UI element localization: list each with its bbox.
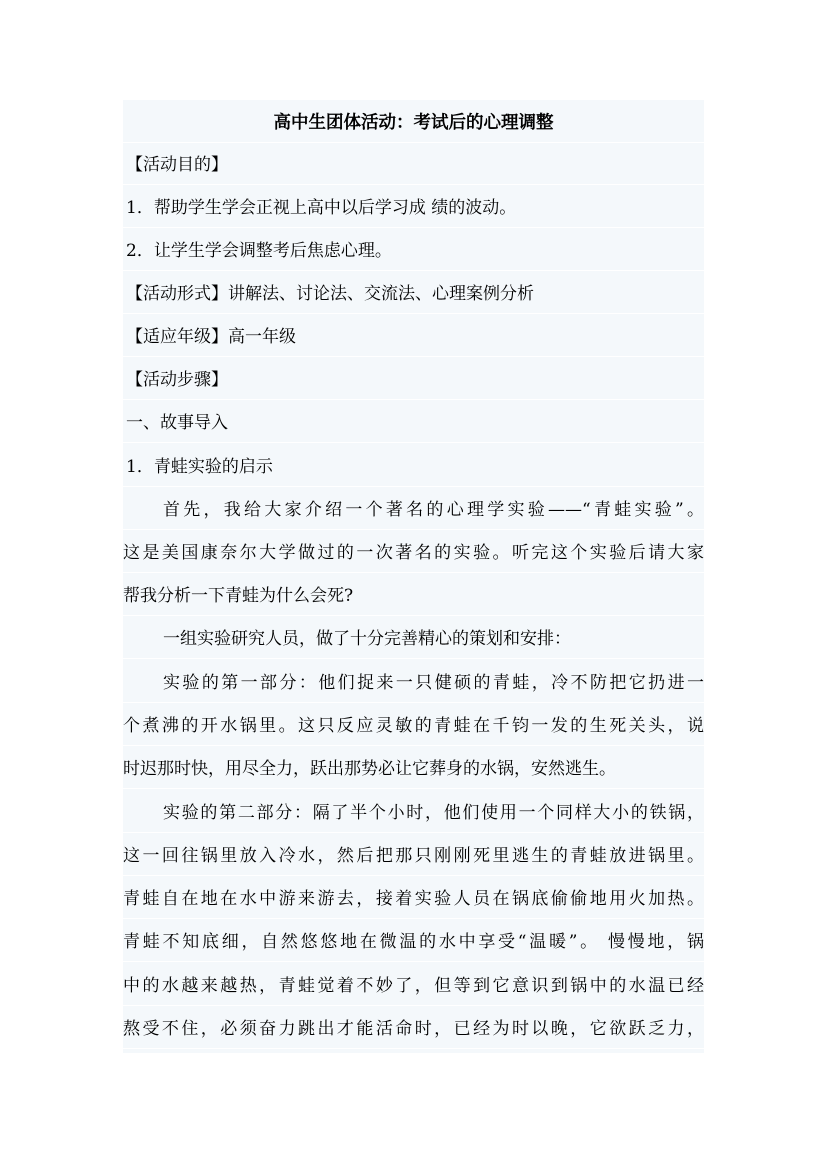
paragraph-line: 2．让学生学会调整考后焦虑心理。 xyxy=(123,231,704,271)
paragraph-line: 熬受不住，必须奋力跳出才能活命时，已经为时以晚，它欲跃乏力， xyxy=(123,1009,704,1049)
paragraph-line: 个煮沸的开水锅里。这只反应灵敏的青蛙在千钧一发的生死关头，说 xyxy=(123,706,704,746)
section-heading-form: 【活动形式】讲解法、讨论法、交流法、心理案例分析 xyxy=(123,274,704,314)
paragraph-line: 1．帮助学生学会正视上高中以后学习成 绩的波动。 xyxy=(123,188,704,228)
subsection-heading: 1．青蛙实验的启示 xyxy=(123,447,704,487)
paragraph-line: 实验的第一部分：他们捉来一只健硕的青蛙，冷不防把它扔进一 xyxy=(123,663,704,703)
section-heading-purpose: 【活动目的】 xyxy=(123,145,704,185)
paragraph-line: 这一回往锅里放入冷水，然后把那只刚刚死里逃生的青蛙放进锅里。 xyxy=(123,836,704,876)
paragraph-line: 时迟那时快，用尽全力，跃出那势必让它葬身的水锅，安然逃生。 xyxy=(123,749,704,789)
paragraph-line: 实验的第二部分：隔了半个小时，他们使用一个同样大小的铁锅， xyxy=(123,793,704,833)
paragraph-line: 一组实验研究人员，做了十分完善精心的策划和安排： xyxy=(123,619,704,659)
paragraph-line: 帮我分析一下青蛙为什么会死? xyxy=(123,576,704,616)
paragraph-line: 首先，我给大家介绍一个著名的心理学实验——“青蛙实验”。 xyxy=(123,490,704,530)
document-body xyxy=(123,100,704,1053)
document-title: 高中生团体活动：考试后的心理调整 xyxy=(123,103,704,143)
paragraph-line: 中的水越来越热，青蛙觉着不妙了，但等到它意识到锅中的水温已经 xyxy=(123,966,704,1006)
subsection-heading: 一、故事导入 xyxy=(123,403,704,443)
section-heading-grade: 【适应年级】高一年级 xyxy=(123,317,704,357)
paragraph-line: 这是美国康奈尔大学做过的一次著名的实验。听完这个实验后请大家 xyxy=(123,533,704,573)
section-heading-steps: 【活动步骤】 xyxy=(123,360,704,400)
paragraph-line: 青蛙自在地在水中游来游去，接着实验人员在锅底偷偷地用火加热。 xyxy=(123,879,704,919)
paragraph-line: 青蛙不知底细，自然悠悠地在微温的水中享受“温暖”。 慢慢地，锅 xyxy=(123,922,704,962)
